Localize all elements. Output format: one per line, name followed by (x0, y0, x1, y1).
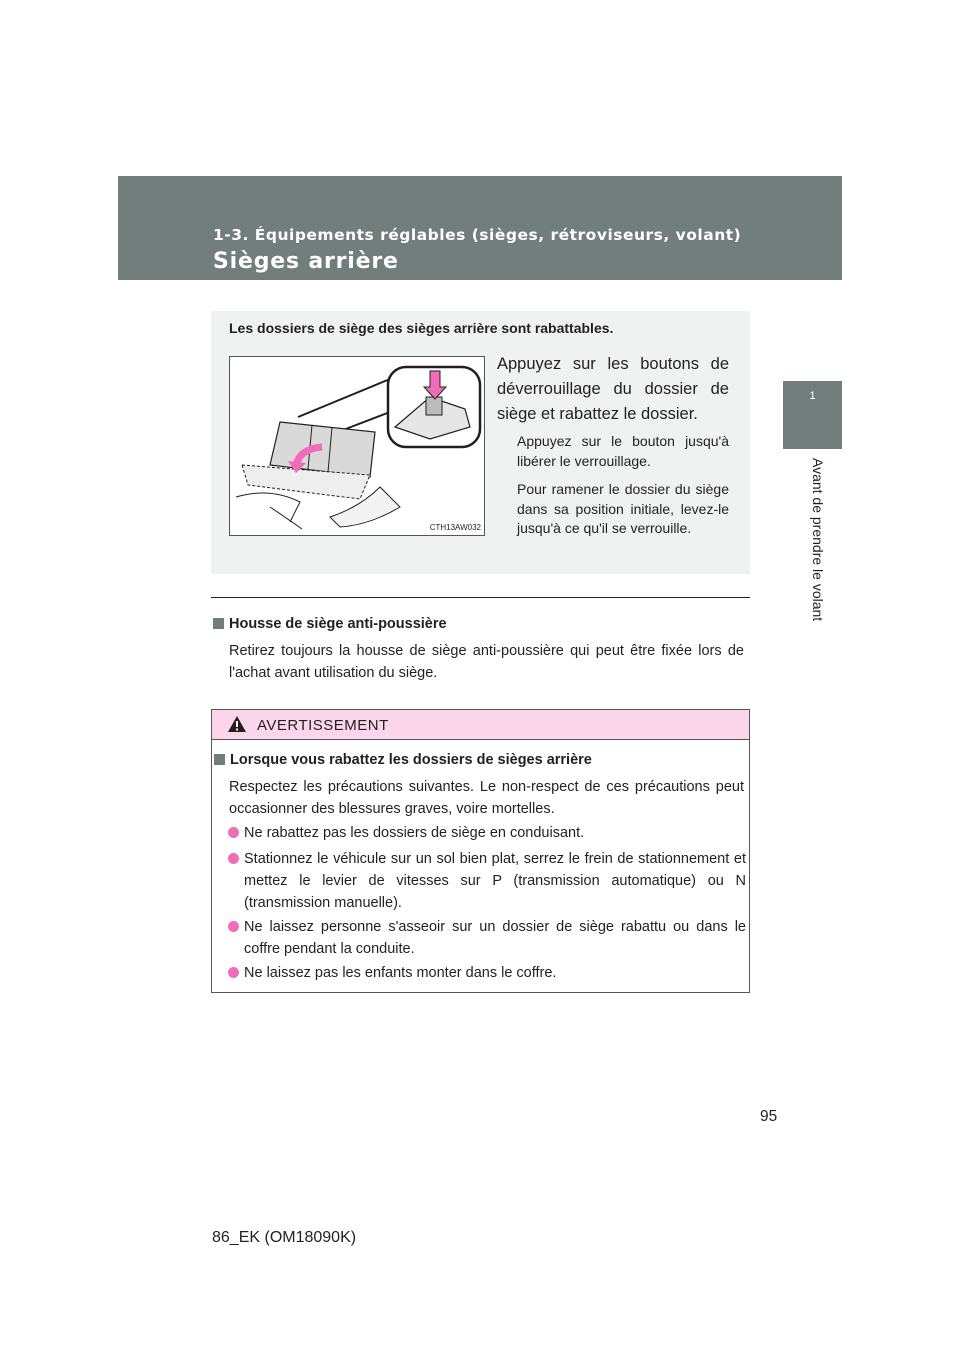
step-instruction: Appuyez sur les boutons de déverrouillage du dossier de siège et rabattez le dossier. (497, 355, 729, 423)
warning-heading (214, 752, 592, 768)
note-heading (213, 616, 447, 632)
bullet-dot-icon (228, 827, 239, 838)
warning-bullet-text: Ne rabattez pas les dossiers de siège en conduisant. (244, 825, 585, 841)
note-text: Retirez toujours la housse de siège anti-poussière qui peut être fixée lors de l'achat avant utilisation du siège. (229, 643, 744, 681)
warning-title: AVERTISSEMENT (257, 717, 389, 734)
page-number: 95 (760, 1108, 778, 1125)
figure-code: CTH13AW032 (429, 523, 481, 532)
warning-bullet-text: Ne laissez personne s'asseoir sur un dossier de siège rabattu ou dans le coffre pendant la conduite. (244, 919, 746, 957)
warning-heading-text: Lorsque vous rabattez les dossiers de sièges arrière (230, 752, 592, 768)
bullet-dot-icon (228, 967, 239, 978)
square-bullet-icon (213, 618, 224, 629)
page-title: Sièges arrière (213, 249, 399, 274)
warning-bullet-text: Ne laissez pas les enfants monter dans le coffre. (244, 965, 557, 981)
warning-triangle-icon (227, 715, 247, 733)
seat-fold-diagram (230, 357, 484, 535)
section-divider (211, 597, 750, 598)
step-sub-1: Appuyez sur le bouton jusqu'à libérer le verrouillage. (517, 433, 729, 469)
warning-bullet-text: Stationnez le véhicule sur un sol bien plat, serrez le frein de stationnement et mettez le levier de vitesses sur P (transmission automatique) ou N (transmission manuelle). (244, 851, 746, 911)
warning-box (211, 709, 750, 993)
info-intro: Les dossiers de siège des sièges arrière sont rabattables. (229, 320, 614, 336)
warning-header (212, 710, 749, 740)
square-bullet-icon (214, 754, 225, 765)
seat-illustration (229, 356, 485, 536)
step-sub-2: Pour ramener le dossier du siège dans sa position initiale, levez-le jusqu'à ce qu'il se verrouille. (517, 481, 729, 536)
section-title: 1-3. Équipements réglables (sièges, rétroviseurs, volant) (213, 226, 742, 244)
chapter-number: 1 (809, 390, 816, 402)
chapter-label-text: Avant de prendre le volant (810, 458, 826, 622)
note-heading-text: Housse de siège anti-poussière (229, 616, 447, 632)
document-code: 86_EK (OM18090K) (212, 1229, 357, 1246)
bullet-dot-icon (228, 853, 239, 864)
chapter-label (810, 458, 830, 638)
bullet-dot-icon (228, 921, 239, 932)
warning-intro: Respectez les précautions suivantes. Le non-respect de ces précautions peut occasionner des blessures graves, voire mortelles. (229, 779, 744, 817)
